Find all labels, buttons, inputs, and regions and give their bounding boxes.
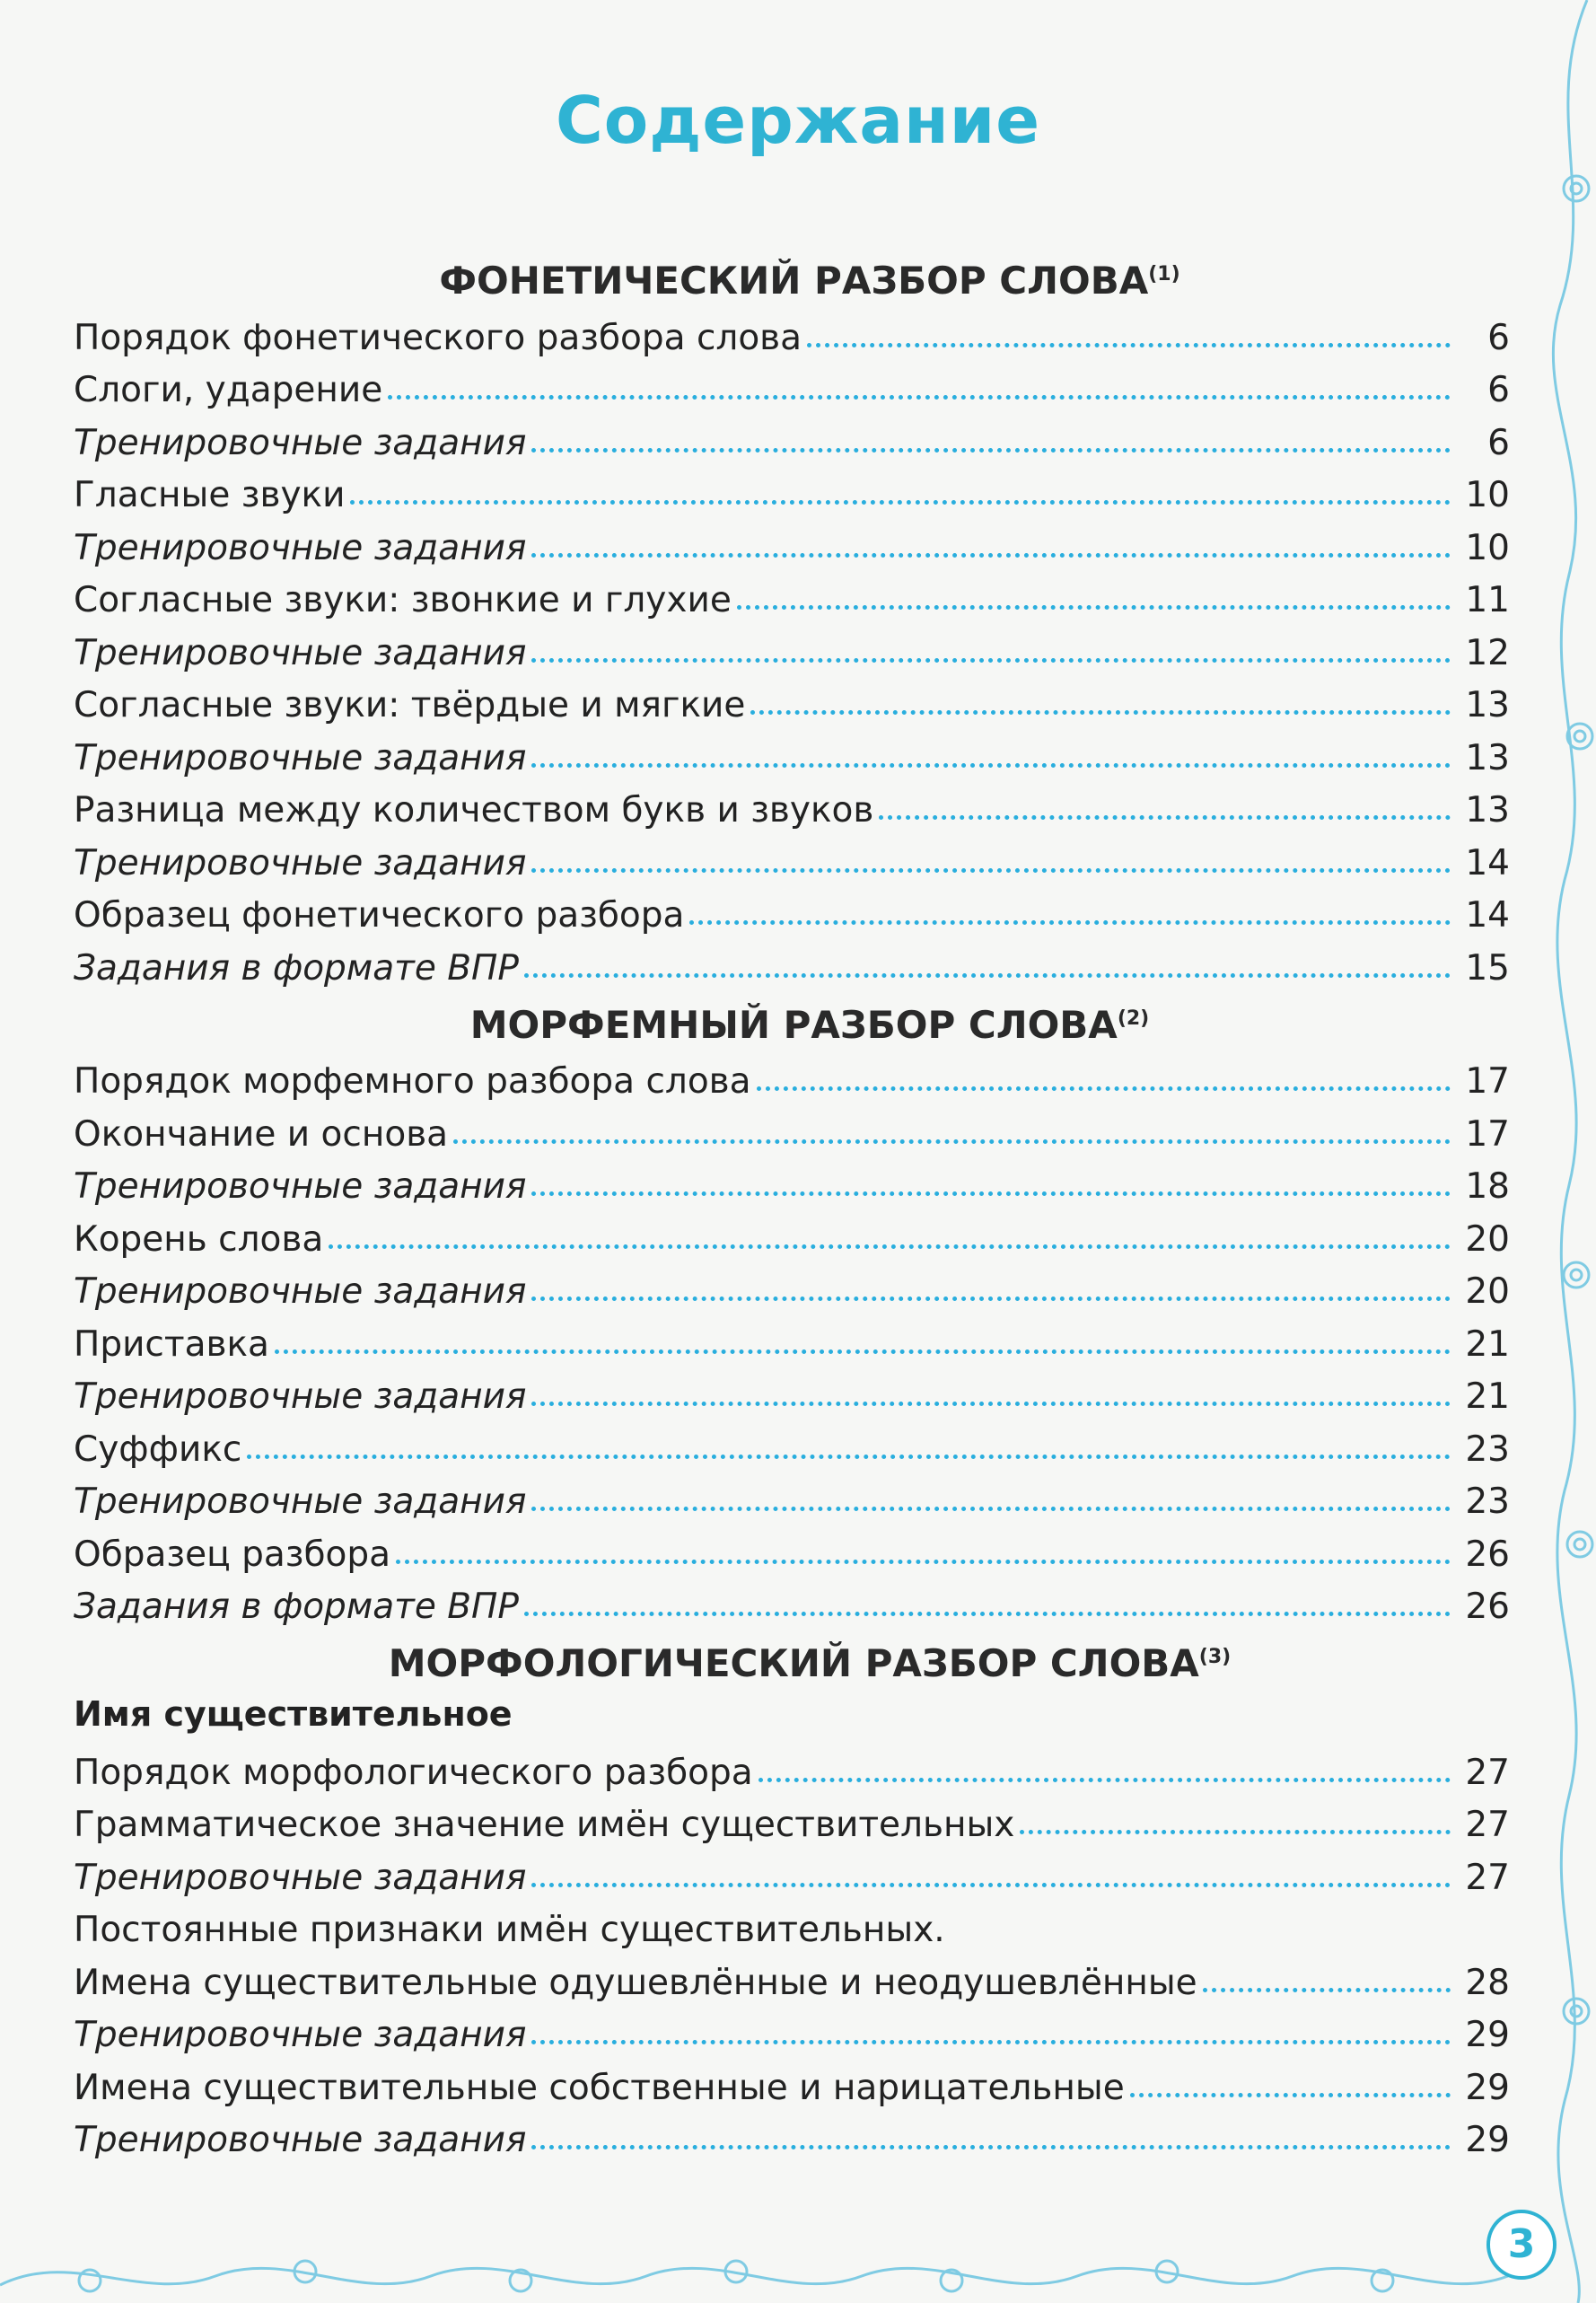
dot-leader [388,395,1451,400]
toc-entry-page: 13 [1465,685,1510,725]
dot-leader [757,1086,1451,1091]
toc-entry-page: 29 [1465,2015,1510,2055]
toc-entry-label: Корень слова [74,1218,324,1260]
toc-entry-label: Тренировочные задания [74,1376,527,1417]
toc-entry[interactable] [74,2055,1510,2108]
toc-entry-page: 28 [1465,1962,1510,2003]
toc-entry-page: 10 [1465,475,1510,515]
toc-entry[interactable] [74,1155,1510,1208]
toc-entry[interactable] [74,620,1510,673]
toc-entry-page: 14 [1465,895,1510,936]
toc-entry[interactable] [74,515,1510,568]
toc-entry-label: Тренировочные задания [74,737,527,778]
page-title: Содержание [555,83,1041,158]
dot-leader [1130,2093,1451,2097]
toc-entry-page: 18 [1465,1166,1510,1207]
toc-entry-label: Тренировочные задания [74,842,527,883]
dot-leader [1020,1830,1451,1834]
toc-entry[interactable] [74,778,1510,831]
toc-entry-page: 15 [1465,947,1510,989]
dot-leader [350,500,1451,505]
toc-entry-label: Тренировочные задания [74,1166,527,1207]
swirl-ornament-right [1533,0,1596,2303]
toc-entry-label: Имена существительные одушевлённые и неодушевлённые [74,1962,1197,2003]
toc-entry-page: 11 [1465,580,1510,620]
toc-entry-label: Порядок морфологического разбора [74,1752,753,1793]
toc-entry-page: 12 [1465,632,1510,673]
toc-entry[interactable] [74,1102,1510,1155]
toc-entry[interactable] [74,1845,1510,1898]
dot-leader [807,343,1451,347]
toc-entry-label: Тренировочные задания [74,1271,527,1312]
dot-leader [1203,1988,1451,1992]
toc-entry-label: Тренировочные задания [74,422,527,463]
toc-entry-page: 20 [1465,1218,1510,1260]
toc-entry-label: Образец разбора [74,1534,391,1575]
dot-leader [531,658,1451,663]
toc-entry[interactable] [74,1207,1510,1260]
toc-entry-label: Порядок фонетического разбора слова [74,317,802,358]
toc-entry-label: Приставка [74,1323,269,1365]
toc-entry-label: Тренировочные задания [74,1857,527,1898]
toc-entry-label: Порядок морфемного разбора слова [74,1061,751,1102]
toc-entry-label: Слоги, ударение [74,370,383,410]
toc-entry-label: Тренировочные задания [74,527,527,568]
toc-entry-label: Тренировочные задания [74,1481,527,1522]
toc-entry-label: Имена существительные собственные и нарицательные [74,2067,1125,2108]
dot-leader [275,1349,1451,1354]
dot-leader [531,1297,1451,1301]
toc-entry[interactable] [74,1312,1510,1365]
toc-entry-label: Грамматическое значение имён существительных [74,1805,1015,1845]
toc-entry[interactable] [74,673,1510,726]
toc-entry-page: 21 [1465,1376,1510,1417]
section-footnote-mark: (2) [1117,1006,1150,1030]
toc-entry[interactable] [74,463,1510,516]
toc-entry[interactable] [74,358,1510,411]
section-heading-text: МОРФОЛОГИЧЕСКИЙ РАЗБОР СЛОВА [388,1641,1199,1685]
toc-entry[interactable] [74,1470,1510,1523]
dot-leader [531,1402,1451,1406]
toc-entry-page: 23 [1465,1481,1510,1522]
section-footnote-mark: (3) [1198,1646,1232,1668]
toc-entry[interactable] [74,831,1510,883]
dot-leader [531,2040,1451,2044]
toc-entry[interactable] [74,568,1510,621]
toc-entry[interactable] [74,1950,1510,2003]
section-heading [74,244,1510,305]
swirl-ornament-bottom [0,2231,1596,2303]
toc-entry-page: 26 [1465,1587,1510,1627]
toc-entry-label: Согласные звуки: твёрдые и мягкие [74,685,746,725]
toc-entry[interactable] [74,1740,1510,1793]
dot-leader [524,1612,1451,1616]
dot-leader [531,763,1451,768]
toc-entry-label: Задания в формате ВПР [74,947,519,989]
toc-entry-label: Гласные звуки [74,475,346,515]
page-number: 3 [1486,2210,1557,2280]
dot-leader [453,1139,1451,1144]
toc-entry-page: 27 [1465,1752,1510,1793]
toc-entry-page: 29 [1465,2067,1510,2108]
dot-leader [531,868,1451,873]
toc-entry[interactable] [74,1522,1510,1575]
toc-entry-label: Тренировочные задания [74,2015,527,2055]
toc-entry-label: Тренировочные задания [74,632,527,673]
toc-entry[interactable] [74,1365,1510,1418]
dot-leader [531,553,1451,558]
dot-leader [531,448,1451,453]
toc-entry[interactable] [74,1793,1510,1846]
section-footnote-mark: (1) [1148,263,1180,286]
dot-leader [329,1244,1451,1249]
dot-leader [689,920,1451,925]
section-heading-text: МОРФЕМНЫЙ РАЗБОР СЛОВА [469,1002,1118,1047]
toc-entry-page: 13 [1465,790,1510,831]
toc-entry[interactable] [74,1898,1510,1951]
dot-leader [531,1507,1451,1511]
toc-entry-label: Задания в формате ВПР [74,1587,519,1627]
dot-leader [396,1560,1451,1564]
toc-entry-page: 23 [1465,1428,1510,1470]
toc-entry-label: Суффикс [74,1428,242,1470]
toc-entry-label: Согласные звуки: звонкие и глухие [74,580,732,620]
toc-entry-page: 6 [1487,317,1510,358]
subsection-heading: Имя существительное [74,1694,513,1734]
toc-entry-page: 21 [1465,1323,1510,1365]
toc-entry-page: 17 [1465,1061,1510,1102]
table-of-contents [74,244,1510,2160]
toc-entry-page: 14 [1465,842,1510,883]
dot-leader [759,1778,1451,1782]
toc-entry-page: 27 [1465,1805,1510,1845]
dot-leader [737,605,1451,610]
toc-entry-page: 10 [1465,527,1510,568]
dot-leader [531,2145,1451,2149]
toc-entry-page: 26 [1465,1534,1510,1575]
toc-entry-page: 13 [1465,737,1510,778]
toc-entry[interactable] [74,1050,1510,1103]
toc-entry-page: 6 [1487,370,1510,410]
toc-entry-page: 29 [1465,2120,1510,2160]
toc-entry-page: 20 [1465,1271,1510,1312]
toc-entry-page: 27 [1465,1857,1510,1898]
dot-leader [879,815,1451,820]
toc-entry-label: Образец фонетического разбора [74,895,685,936]
dot-leader [750,710,1451,715]
toc-entry[interactable] [74,2003,1510,2056]
toc-entry-page: 6 [1487,422,1510,463]
toc-entry-label: Разница между количеством букв и звуков [74,790,874,831]
toc-entry-page: 17 [1465,1113,1510,1155]
dot-leader [531,1883,1451,1887]
toc-entry[interactable] [74,410,1510,463]
toc-entry[interactable] [74,936,1510,989]
toc-entry[interactable] [74,1575,1510,1628]
toc-entry[interactable] [74,1417,1510,1470]
toc-entry-label: Окончание и основа [74,1113,449,1155]
section-heading-text: ФОНЕТИЧЕСКИЙ РАЗБОР СЛОВА [439,259,1149,303]
toc-entry[interactable] [74,305,1510,358]
dot-leader [524,973,1451,978]
toc-entry[interactable] [74,883,1510,936]
toc-entry[interactable] [74,2108,1510,2161]
toc-entry[interactable] [74,725,1510,778]
toc-entry-label: Постоянные признаки имён существительных. [74,1910,945,1950]
toc-entry[interactable] [74,1260,1510,1313]
toc-entry-label: Тренировочные задания [74,2120,527,2160]
dot-leader [247,1455,1451,1459]
section-heading [74,989,1510,1050]
section-heading [74,1627,1510,1688]
dot-leader [531,1191,1451,1196]
